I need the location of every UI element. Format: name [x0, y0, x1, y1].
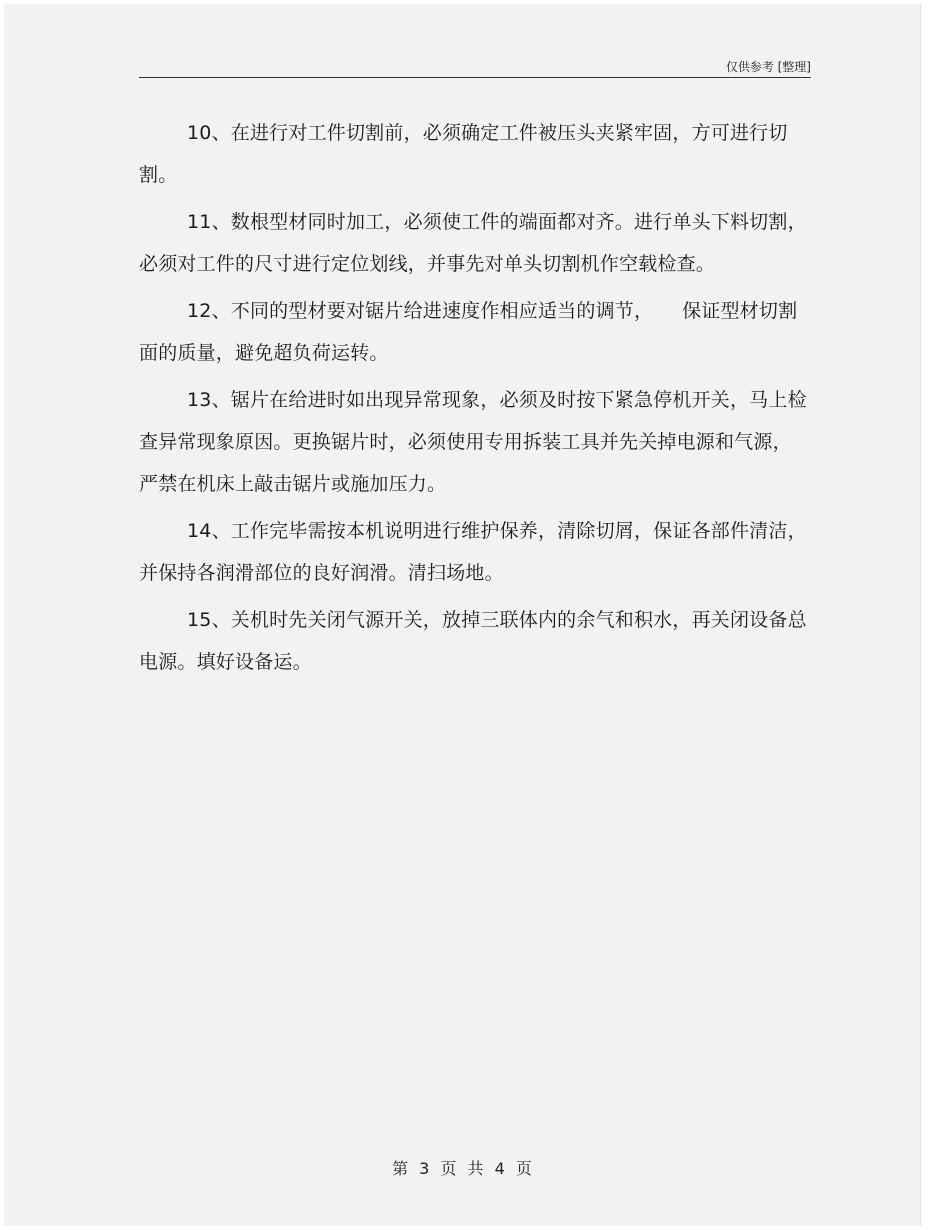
- page-header: 仅供参考 [整理]: [725, 60, 811, 74]
- paragraph-10: 10、在进行对工件切割前，必须确定工件被压头夹紧牢固，方可进行切割。: [139, 122, 788, 186]
- page-footer: 第 3 页 共 4 页: [392, 1159, 532, 1178]
- document-body: [139, 112, 809, 688]
- paragraph-12: 12、不同的型材要对锯片给进速度作相应适当的调节， 保证型材切割面的质量，避免超负荷运转。: [139, 300, 798, 364]
- header-divider: [139, 77, 811, 78]
- paragraph-15: 15、关机时先关闭气源开关，放掉三联体内的余气和积水，再关闭设备总电源。填好设备运。: [139, 609, 807, 673]
- document-page: [4, 4, 921, 1226]
- paragraph-13: 13、锯片在给进时如出现异常现象，必须及时按下紧急停机开关，马上检查异常现象原因。更换锯片时，必须使用专用拆装工具并先关掉电源和气源，严禁在机床上敲击锯片或施加压力。: [139, 389, 807, 495]
- paragraph-11: 11、数根型材同时加工，必须使工件的端面都对齐。进行单头下料切割，必须对工件的尺寸进行定位划线，并事先对单头切割机作空载检查。: [139, 211, 807, 275]
- paragraph-14: 14、工作完毕需按本机说明进行维护保养，清除切屑，保证各部件清洁，并保持各润滑部位的良好润滑。清扫场地。: [139, 520, 807, 584]
